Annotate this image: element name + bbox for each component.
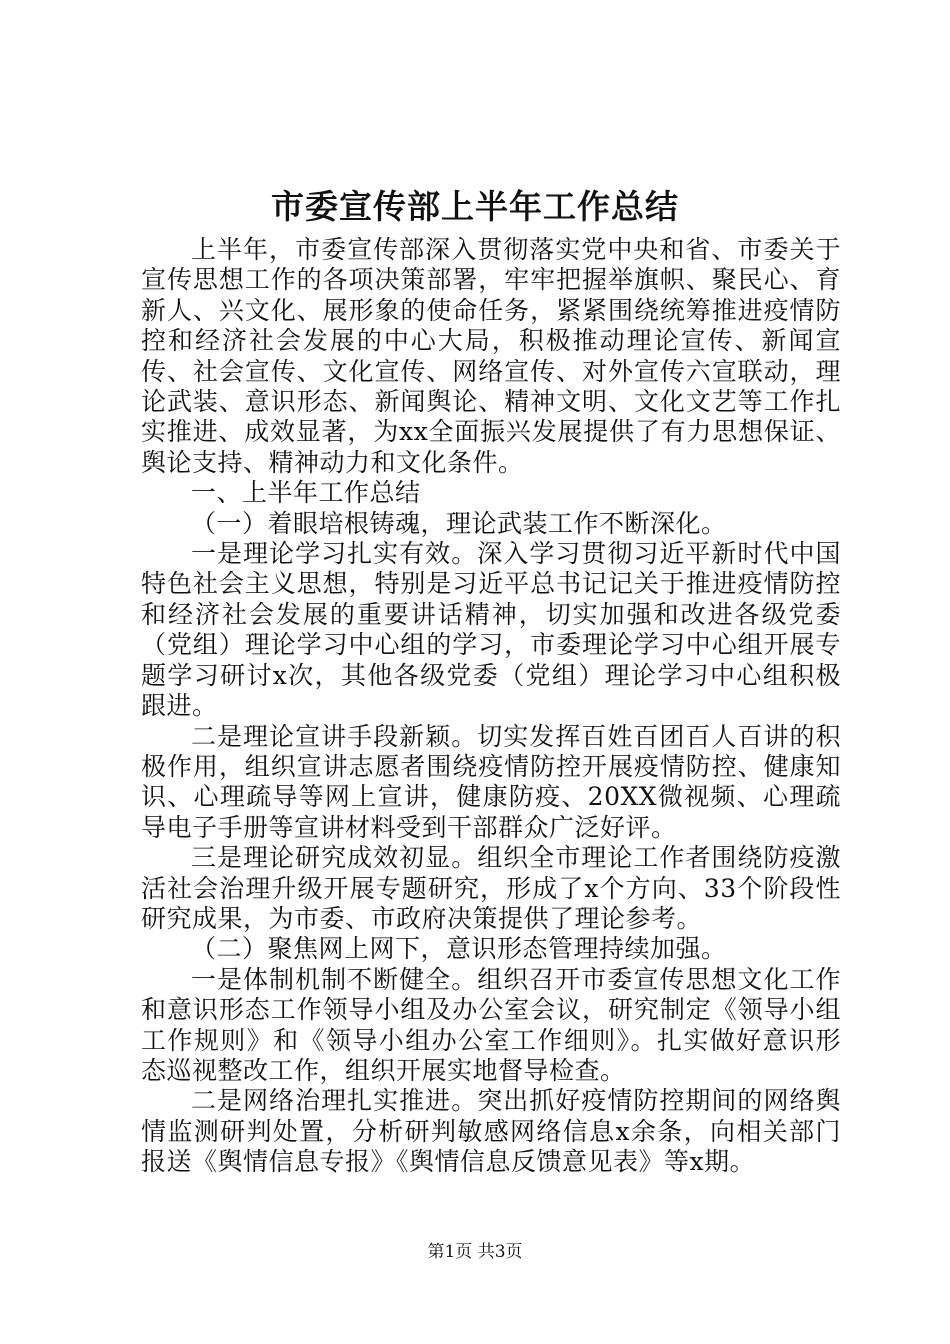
paragraph-intro: 上半年，市委宣传部深入贯彻落实党中央和省、市委关于宣传思想工作的各项决策部署，牢牢把握举旗帜、聚民心、育新人、兴文化、展形象的使命任务，紧紧围绕统筹推进疫情防控和经济社会发展的中心大局，积极推动理论宣传、新闻宣传、社会宣传、文化宣传、网络宣传、对外宣传六宣联动，理论武装、意识形态、新闻舆论、精神文明、文化文艺等工作扎实推进、成效显著，为xx全面振兴发展提供了有力思想保证、舆论支持、精神动力和文化条件。	[141, 235, 841, 477]
paragraph-mechanism: 一是体制机制不断健全。组织召开市委宣传思想文化工作和意识形态工作领导小组及办公室会议，研究制定《领导小组工作规则》和《领导小组办公室工作细则》。扎实做好意识形态巡视整改工作，组织开展实地督导检查。	[141, 964, 841, 1085]
document-title: 市委宣传部上半年工作总结	[271, 187, 679, 226]
document-body	[141, 235, 841, 1178]
section-heading: 一、上半年工作总结	[191, 478, 421, 508]
paragraph-network-governance: 二是网络治理扎实推进。突出抓好疫情防控期间的网络舆情监测研判处置，分析研判敏感网络信息x余条，向相关部门报送《舆情信息专报》《舆情信息反馈意见表》等x期。	[141, 1086, 841, 1177]
paragraph-theory-lecture: 二是理论宣讲手段新颖。切实发挥百姓百团百人百讲的积极作用，组织宣讲志愿者围绕疫情防控开展疫情防控、健康知识、心理疏导等网上宣讲，健康防疫、20XX微视频、心理疏导电子手册等宣讲材料受到干部群众广泛好评。	[141, 721, 841, 842]
subsection-heading-2: （二）聚焦网上网下，意识形态管理持续加强。	[191, 934, 727, 964]
paragraph-theory-study: 一是理论学习扎实有效。深入学习贯彻习近平新时代中国特色社会主义思想，特别是习近平总书记记关于推进疫情防控和经济社会发展的重要讲话精神，切实加强和改进各级党委（党组）理论学习中心组的学习，市委理论学习中心组开展专题学习研讨x次，其他各级党委（党组）理论学习中心组积极跟进。	[141, 539, 841, 721]
subsection-heading-1: （一）着眼培根铸魂，理论武装工作不断深化。	[191, 508, 727, 538]
page-footer: 第1页 共3页	[427, 1242, 523, 1262]
paragraph-theory-research: 三是理论研究成效初显。组织全市理论工作者围绕防疫激活社会治理升级开展专题研究，形成了x个方向、33个阶段性研究成果，为市委、市政府决策提供了理论参考。	[141, 843, 841, 933]
